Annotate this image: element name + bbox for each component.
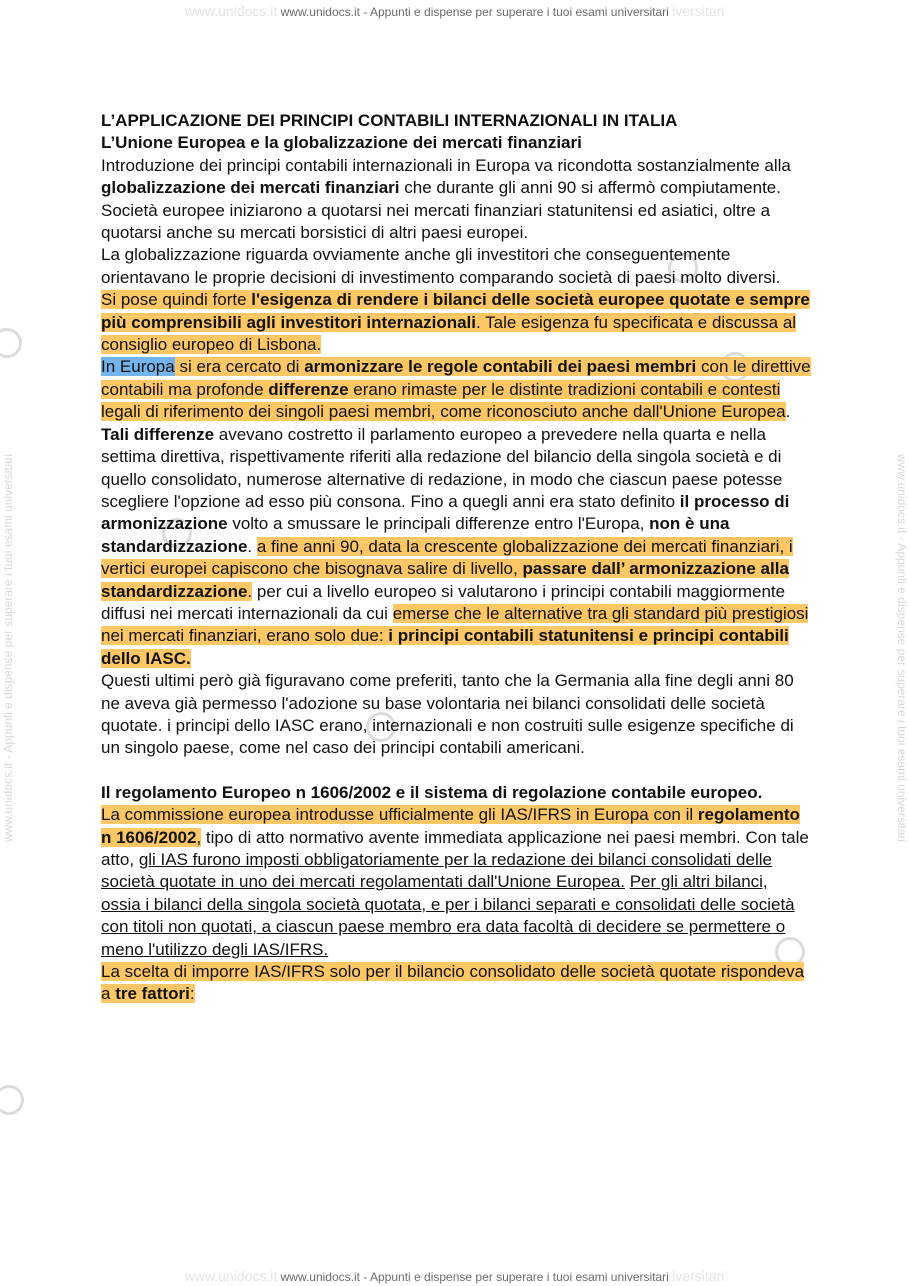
paragraph-7 [101,804,811,961]
paragraph-4 [101,289,811,356]
bottom-watermark-banner [0,1268,909,1284]
underlined-span: gli IAS furono imposti obbligatoriamente per la redazione dei bilanci consolidati delle società quotate in uno dei mercati regolamentati dall'Unione Europea. [101,850,772,892]
highlight-span: : [189,984,195,1004]
unidocs-logo-watermark-icon [0,328,22,358]
bold-span: il processo di armonizzazione [101,491,790,534]
underlined-span: Per gli altri bilanci, ossia i bilanci della singola società quotata, e per i bilanci separati e consolidati delle società con titoli non quotati, a ciascun paese membro era data facoltà di decidere se permettere o meno l'utilizzo degli IAS/IFRS. [101,872,795,959]
bold-span: globalizzazione dei mercati finanziari [101,178,400,198]
highlight-span: Si pose quindi forte [101,290,252,310]
text-span: . [785,402,791,422]
highlight-bold-span: passare dall’ armonizzazione alla standardizzazione [101,559,789,601]
paragraph-1 [101,155,811,200]
highlight-bold-span: differenze [268,379,349,399]
highlight-bold-span: tre fattori [115,984,190,1004]
highlight-bold-span: l'esigenza di rendere i bilanci delle società europee quotate e sempre più comprensibili agli investitori internazionali [101,290,810,332]
highlight-bold-span: i principi contabili statunitensi e principi contabili dello IASC. [101,626,789,668]
text-span: che durante gli anni 90 si affermò compiutamente. [399,178,781,198]
highlight-bold-span: regolamento n 1606/2002 [101,805,800,847]
highlight-span: erano rimaste per le distinte tradizioni contabili e contesti legali di riferimento dei singoli paesi membri, come riconosciuto anche dall'Unione Europea [101,379,786,422]
text-span: Introduzione dei principi contabili internazionali in Europa va ricondotta sostanzialmente alla [101,155,791,175]
left-side-watermark: www.unidocs.it - Appunti e dispense per superare i tuoi esami universitari [1,453,15,843]
text-span: tipo di atto normativo avente immediata applicazione nei paesi membri. Con tale atto, [101,827,809,869]
highlight-bold-span: armonizzare le regole contabili dei paesi membri [304,357,697,377]
top-watermark-banner [0,3,909,19]
highlight-span: a fine anni 90, data la crescente globalizzazione dei mercati finanziari, i vertici europei capiscono che bisognava salire di livello, [101,536,793,579]
unidocs-logo-watermark-icon [0,1085,24,1115]
text-span: volto a smussare le principali differenze entro l'Europa, [227,514,650,534]
section-2-title: Il regolamento Europeo n 1606/2002 e il sistema di regolazione contabile europeo. [101,782,763,802]
banner-ghost-suffix: iversitari [672,3,725,19]
bold-span: Tali differenze [101,424,215,444]
highlight-span: con le direttive contabili ma profonde [101,357,811,399]
paragraph-2: Società europee iniziarono a quotarsi nei mercati finanziari statunitensi ed asiatici, oltre a quotarsi anche su mercati borsistici di altri paesi europei. [101,200,771,243]
document-subtitle: L’Unione Europea e la globalizzazione dei mercati finanziari [101,133,582,153]
right-side-watermark: www.unidocs.it - Appunti e dispense per superare i tuoi esami universitari [895,453,909,843]
text-span: avevano costretto il parlamento europeo a prevedere nella quarta e nella settima direttiva, rispettivamente riferiti alla redazione del bilancio della singola società e di quello consolidato, numerose alternative di redazione, in modo che ciascun paese potesse scegliere l'opzione ad esso più consona. Fino a quegli anni era stato definito [101,424,783,511]
bold-span: non è una standardizzazione [101,514,730,556]
document-title: L’APPLICAZIONE DEI PRINCIPI CONTABILI INTERNAZIONALI IN ITALIA [101,111,678,130]
paragraph-6: Questi ultimi però già figuravano come preferiti, tanto che la Germania alla fine degli anni 80 ne aveva già permesso l'adozione su base volontaria nei bilanci consolidati delle società quotate. i principi dello IASC erano, internazionali e non costruiti sulle esigenze specifiche di un singolo paese, come nel caso dei principi contabili americani. [101,671,794,758]
banner-text: www.unidocs.it - Appunti e dispense per superare i tuoi esami universitari [280,5,669,19]
banner-ghost-suffix: iversitari [672,1268,725,1284]
highlight-span: . [247,581,253,601]
banner-ghost-prefix: www.unidocs.it [184,1268,278,1284]
highlight-span: emerse che le alternative tra gli standard più prestigiosi nei mercati finanziari, erano solo due: [101,603,809,646]
highlight-span: . Tale esigenza fu specificata e discussa al consiglio europeo di Lisbona. [101,312,797,355]
text-span: per cui a livello europeo si valutarono i principi contabili maggiormente diffusi nei mercati internazionali da cui [101,581,786,623]
text-span: . [247,536,257,556]
document-body [101,110,811,1006]
paragraph-3: La globalizzazione riguarda ovviamente anche gli investitori che conseguentemente orientavano le proprie decisioni di investimento comparando società di paesi molto diversi. [101,245,781,287]
highlight-span: , [196,827,202,847]
highlight-span: La commissione europea introdusse ufficialmente gli IAS/IFRS in Europa con il [101,805,698,825]
blue-highlight-span: In Europa [101,357,175,377]
highlight-span: si era cercato di [174,357,305,377]
highlight-span: La scelta di imporre IAS/IFRS solo per il bilancio consolidato delle società quotate rispondeva a [101,962,805,1004]
paragraph-8 [101,961,811,1006]
paragraph-5 [101,356,811,670]
banner-text: www.unidocs.it - Appunti e dispense per superare i tuoi esami universitari [280,1270,669,1284]
banner-ghost-prefix: www.unidocs.it [184,3,278,19]
